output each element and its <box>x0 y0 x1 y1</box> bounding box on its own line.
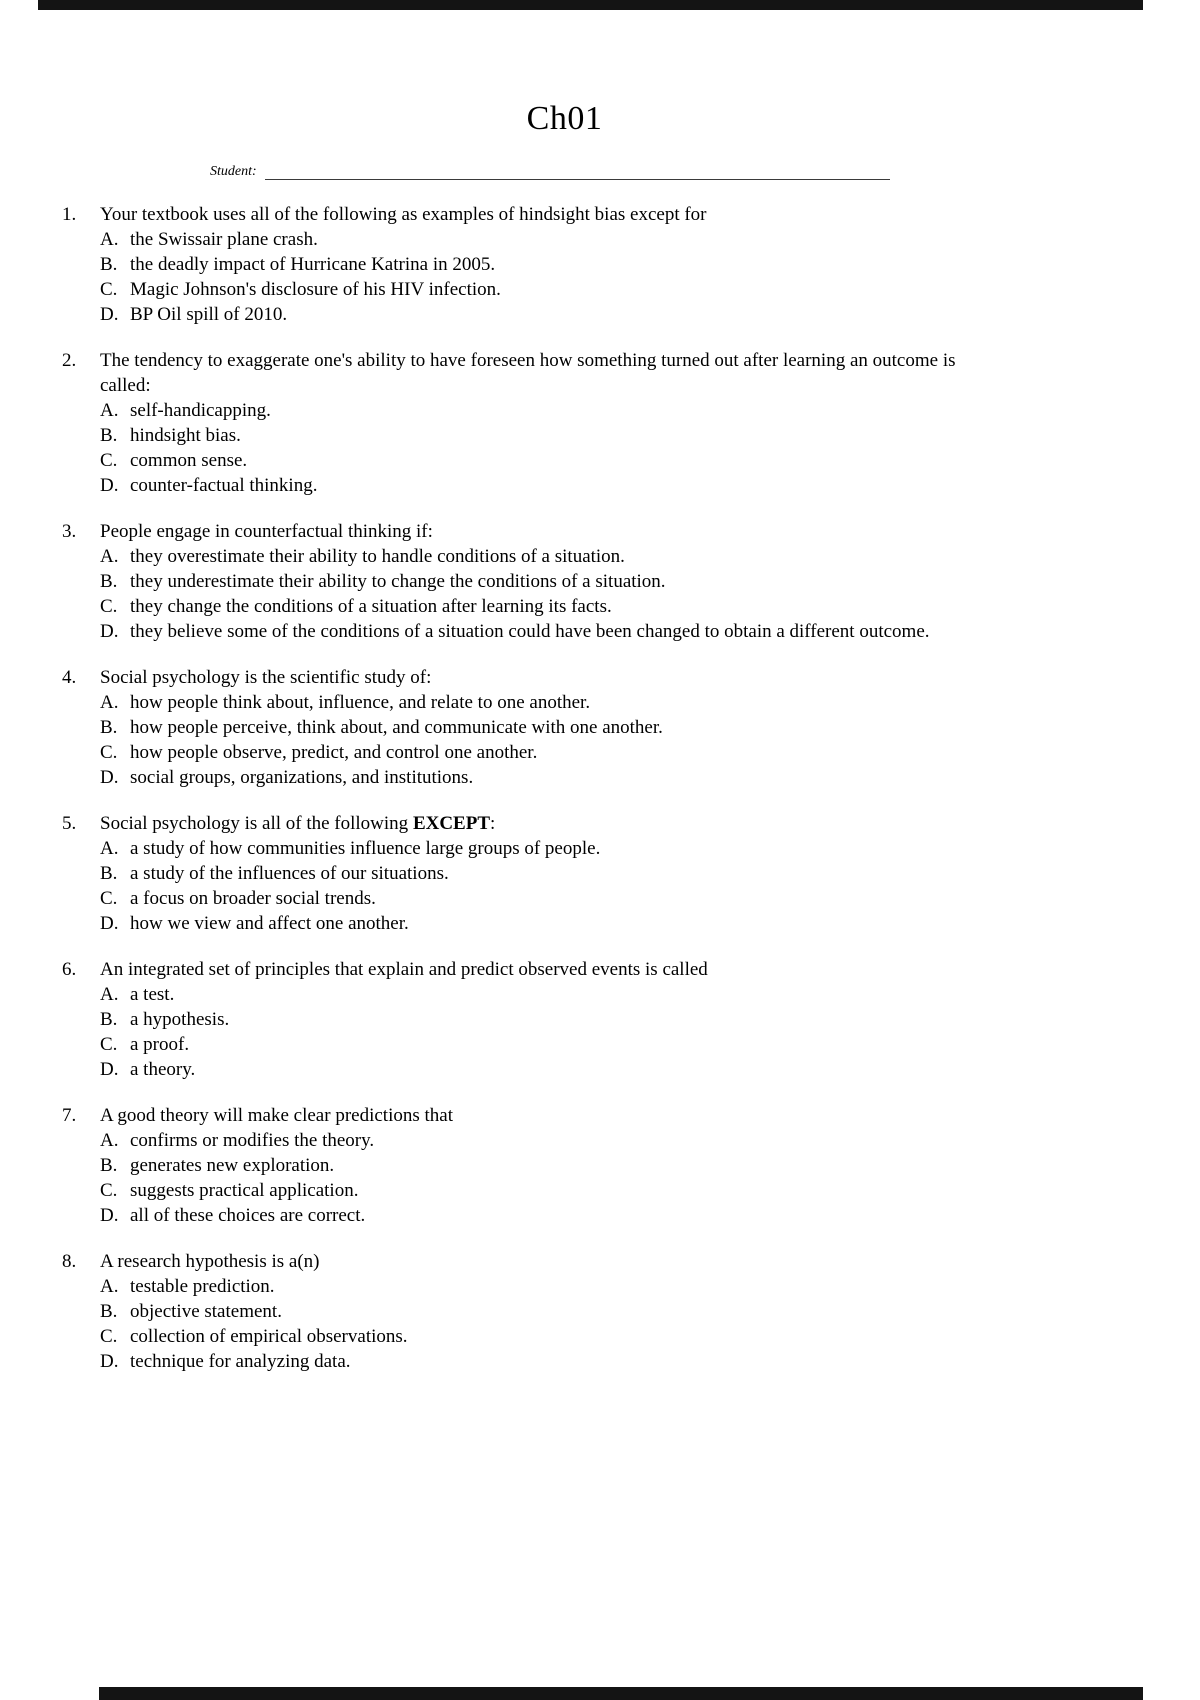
option-letter: C. <box>100 1034 118 1055</box>
option-text: technique for analyzing data. <box>130 1351 351 1372</box>
question-number: 1. <box>62 204 77 225</box>
question-body <box>100 202 1005 327</box>
option <box>100 1299 1005 1324</box>
option-letter: B. <box>100 425 118 446</box>
option <box>100 302 1005 327</box>
question <box>62 665 1067 790</box>
option-letter: B. <box>100 571 118 592</box>
option <box>100 1203 1005 1228</box>
option <box>100 1324 1005 1349</box>
question-number: 3. <box>62 521 77 542</box>
option-text: Magic Johnson's disclosure of his HIV infection. <box>130 279 501 300</box>
option-letter: B. <box>100 254 118 275</box>
option-letter: D. <box>100 1351 119 1372</box>
question <box>62 811 1067 936</box>
option-text: a theory. <box>130 1059 196 1080</box>
option-letter: A. <box>100 692 119 713</box>
option-letter: A. <box>100 400 119 421</box>
option-letter: B. <box>100 1009 118 1030</box>
option-letter: A. <box>100 1276 119 1297</box>
option-text: the deadly impact of Hurricane Katrina in 2005. <box>130 254 496 275</box>
question-text: The tendency to exaggerate one's ability to have foreseen how something turned out after learning an outcome is called: <box>100 350 956 396</box>
option-letter: C. <box>100 596 118 617</box>
student-row <box>210 164 1067 180</box>
option-letter: B. <box>100 1155 118 1176</box>
option-letter: A. <box>100 229 119 250</box>
option <box>100 569 1005 594</box>
question-text: Your textbook uses all of the following as examples of hindsight bias except for <box>100 204 707 225</box>
question <box>62 1103 1067 1228</box>
question-body <box>100 811 1005 936</box>
option-letter: D. <box>100 304 119 325</box>
option-text: suggests practical application. <box>130 1180 359 1201</box>
option-text: self-handicapping. <box>130 400 271 421</box>
option <box>100 398 1005 423</box>
option <box>100 252 1005 277</box>
option-text: social groups, organizations, and institutions. <box>130 767 474 788</box>
option-text: a focus on broader social trends. <box>130 888 376 909</box>
option <box>100 982 1005 1007</box>
option <box>100 1128 1005 1153</box>
option-text: how people think about, influence, and relate to one another. <box>130 692 591 713</box>
option-text: how people perceive, think about, and communicate with one another. <box>130 717 663 738</box>
question-text: A good theory will make clear predictions that <box>100 1105 453 1126</box>
question <box>62 957 1067 1082</box>
option <box>100 886 1005 911</box>
option <box>100 1007 1005 1032</box>
question <box>62 202 1067 327</box>
option-letter: A. <box>100 1130 119 1151</box>
question <box>62 348 1067 498</box>
question-number: 2. <box>62 350 77 371</box>
option-text: hindsight bias. <box>130 425 241 446</box>
question-number: 7. <box>62 1105 77 1126</box>
question-body <box>100 957 1005 1082</box>
option-letter: C. <box>100 1180 118 1201</box>
option-text: the Swissair plane crash. <box>130 229 318 250</box>
option <box>100 227 1005 252</box>
option-letter: D. <box>100 767 119 788</box>
page-title: Ch01 <box>526 100 603 137</box>
option-letter: A. <box>100 546 119 567</box>
question-text: An integrated set of principles that explain and predict observed events is called <box>100 959 708 980</box>
option <box>100 423 1005 448</box>
option-text: objective statement. <box>130 1301 282 1322</box>
question-body <box>100 1249 1005 1374</box>
option <box>100 1349 1005 1374</box>
option <box>100 861 1005 886</box>
option-text: common sense. <box>130 450 248 471</box>
student-label: Student: <box>210 164 257 179</box>
question-body <box>100 665 1005 790</box>
option-text: confirms or modifies the theory. <box>130 1130 375 1151</box>
option <box>100 836 1005 861</box>
option <box>100 619 1005 644</box>
option-text: a hypothesis. <box>130 1009 230 1030</box>
question-number: 4. <box>62 667 77 688</box>
question-body <box>100 348 1005 498</box>
option <box>100 1178 1005 1203</box>
option-letter: C. <box>100 450 118 471</box>
option <box>100 911 1005 936</box>
option <box>100 1153 1005 1178</box>
option <box>100 1032 1005 1057</box>
option-text: testable prediction. <box>130 1276 275 1297</box>
option-text: a proof. <box>130 1034 190 1055</box>
option-letter: D. <box>100 475 119 496</box>
question-number: 6. <box>62 959 77 980</box>
option-text: collection of empirical observations. <box>130 1326 408 1347</box>
questions <box>62 202 1067 1374</box>
option <box>100 1274 1005 1299</box>
option-letter: C. <box>100 742 118 763</box>
option-text: a study of the influences of our situations. <box>130 863 449 884</box>
option-text: counter-factual thinking. <box>130 475 318 496</box>
option <box>100 690 1005 715</box>
option-letter: A. <box>100 984 119 1005</box>
option-letter: B. <box>100 1301 118 1322</box>
question-text: A research hypothesis is a(n) <box>100 1251 320 1272</box>
option <box>100 715 1005 740</box>
option <box>100 277 1005 302</box>
question-body <box>100 519 1005 644</box>
option-text: a study of how communities influence large groups of people. <box>130 838 601 859</box>
question <box>62 519 1067 644</box>
option-text: they underestimate their ability to change the conditions of a situation. <box>130 571 666 592</box>
option-text: a test. <box>130 984 175 1005</box>
question-text: Social psychology is all of the following EXCEPT: <box>100 813 496 834</box>
question-text: Social psychology is the scientific study of: <box>100 667 432 688</box>
option <box>100 473 1005 498</box>
option-letter: B. <box>100 717 118 738</box>
question-number: 8. <box>62 1251 77 1272</box>
bottom-edge-bar <box>99 1687 1143 1700</box>
option-text: how people observe, predict, and control one another. <box>130 742 538 763</box>
option-text: they overestimate their ability to handle conditions of a situation. <box>130 546 625 567</box>
option-letter: C. <box>100 279 118 300</box>
question-number: 5. <box>62 813 77 834</box>
option-text: they believe some of the conditions of a situation could have been changed to obtain a different outcome. <box>130 621 930 642</box>
option-letter: D. <box>100 1205 119 1226</box>
option <box>100 594 1005 619</box>
option <box>100 544 1005 569</box>
option <box>100 448 1005 473</box>
option <box>100 765 1005 790</box>
option-letter: D. <box>100 913 119 934</box>
top-edge-bar <box>38 0 1143 10</box>
option <box>100 1057 1005 1082</box>
option-text: all of these choices are correct. <box>130 1205 366 1226</box>
option <box>100 740 1005 765</box>
option-letter: C. <box>100 1326 118 1347</box>
student-name-blank-line <box>265 164 890 180</box>
option-letter: A. <box>100 838 119 859</box>
option-letter: B. <box>100 863 118 884</box>
option-text: generates new exploration. <box>130 1155 335 1176</box>
question-text: People engage in counterfactual thinking if: <box>100 521 433 542</box>
option-text: BP Oil spill of 2010. <box>130 304 288 325</box>
question-body <box>100 1103 1005 1228</box>
option-letter: D. <box>100 1059 119 1080</box>
option-text: how we view and affect one another. <box>130 913 409 934</box>
option-text: they change the conditions of a situation after learning its facts. <box>130 596 612 617</box>
question <box>62 1249 1067 1374</box>
option-letter: D. <box>100 621 119 642</box>
option-letter: C. <box>100 888 118 909</box>
